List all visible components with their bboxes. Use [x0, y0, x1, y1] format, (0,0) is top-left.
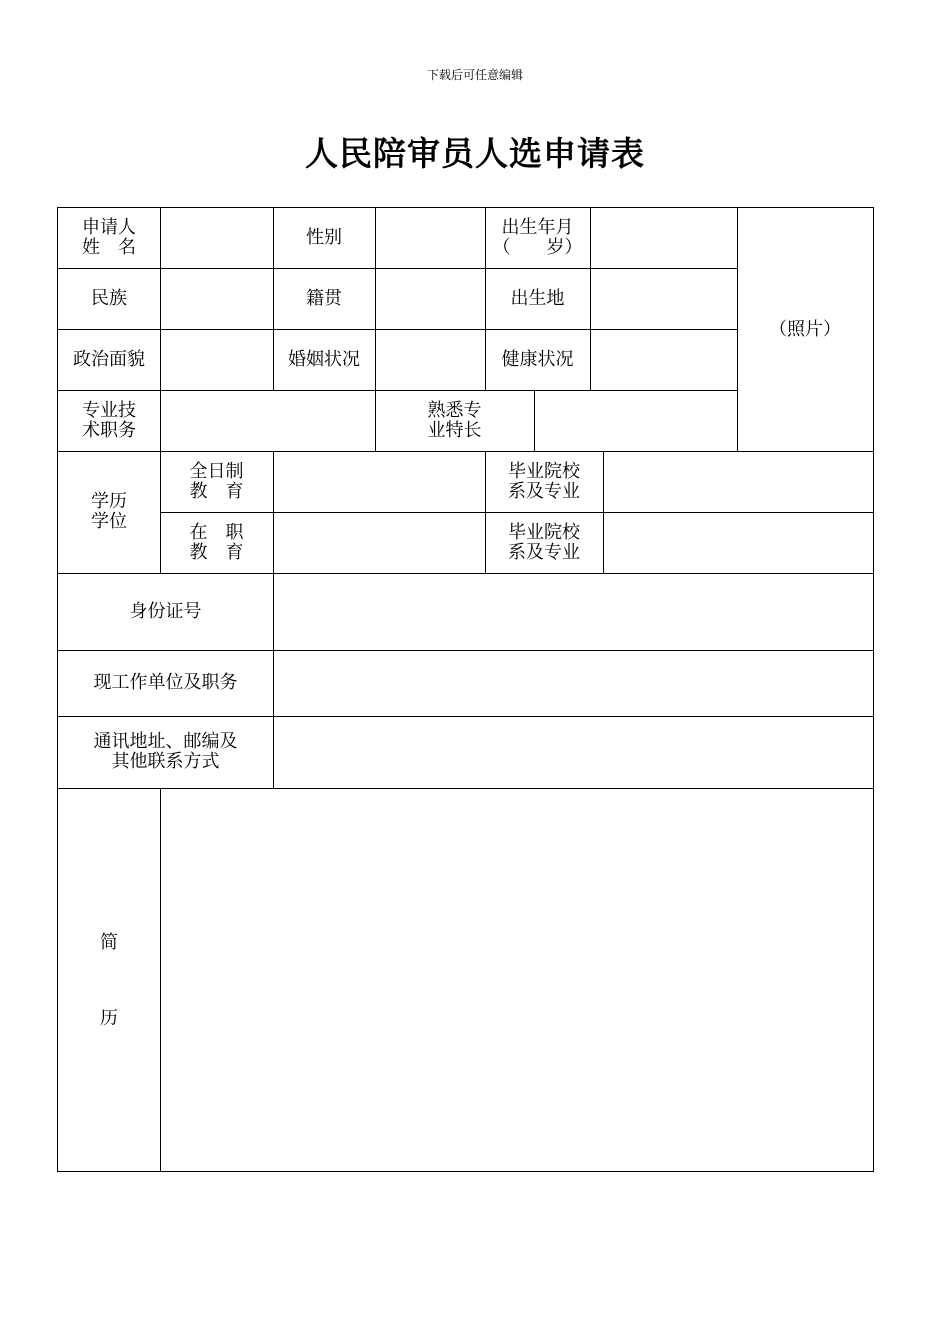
marital-status-field[interactable] — [376, 330, 485, 390]
label-graduate-school-full-time: 毕业院校 系及专业 — [508, 460, 580, 502]
label-id-number: 身份证号 — [129, 600, 202, 622]
specialty-field[interactable] — [535, 391, 737, 451]
label-current-employer: 现工作单位及职务 — [93, 672, 238, 693]
label-contact: 通讯地址、邮编及 其他联系方式 — [93, 731, 238, 772]
label-native-place: 籍贯 — [306, 287, 342, 309]
political-status-field[interactable] — [161, 330, 273, 390]
label-professional-title: 专业技 术职务 — [82, 399, 136, 441]
label-graduate-school-in-service: 毕业院校 系及专业 — [508, 521, 580, 563]
label-applicant-name: 申请人 姓 名 — [82, 217, 136, 258]
label-specialty: 熟悉专 业特长 — [427, 399, 482, 441]
graduate-school-full-time-field[interactable] — [604, 452, 873, 512]
label-political-status: 政治面貌 — [73, 348, 145, 370]
form-title: 人民陪审员人选申请表 — [305, 134, 645, 173]
label-gender: 性别 — [306, 227, 342, 248]
professional-title-field[interactable] — [161, 391, 375, 451]
header-note: 下载后可任意编辑 — [426, 68, 523, 82]
resume-field[interactable] — [161, 789, 873, 1171]
current-employer-field[interactable] — [274, 651, 873, 716]
gender-field[interactable] — [376, 208, 485, 268]
id-number-field[interactable] — [274, 574, 873, 650]
native-place-field[interactable] — [376, 269, 485, 329]
full-time-education-field[interactable] — [274, 452, 485, 512]
label-ethnicity: 民族 — [91, 287, 127, 309]
application-form — [57, 207, 874, 1172]
graduate-school-in-service-field[interactable] — [604, 513, 873, 573]
label-education-degree: 学历 学位 — [91, 491, 127, 532]
health-status-field[interactable] — [591, 330, 737, 390]
label-full-time-education: 全日制 教 育 — [189, 460, 244, 502]
contact-field[interactable] — [274, 717, 873, 788]
label-birth-date: 出生年月 （ 岁） — [492, 217, 583, 258]
label-resume-char-2: 历 — [100, 1008, 118, 1029]
in-service-education-field[interactable] — [274, 513, 485, 573]
ethnicity-field[interactable] — [161, 269, 273, 329]
birthplace-field[interactable] — [591, 269, 737, 329]
applicant-name-field[interactable] — [161, 208, 273, 268]
birth-date-field[interactable] — [591, 208, 737, 268]
label-marital-status: 婚姻状况 — [288, 348, 360, 370]
label-in-service-education: 在 职 教 育 — [189, 521, 244, 563]
label-birthplace: 出生地 — [510, 287, 565, 309]
label-health-status: 健康状况 — [501, 348, 574, 370]
label-resume-char-1: 简 — [100, 932, 118, 953]
photo-area[interactable]: （照片） — [769, 318, 841, 340]
